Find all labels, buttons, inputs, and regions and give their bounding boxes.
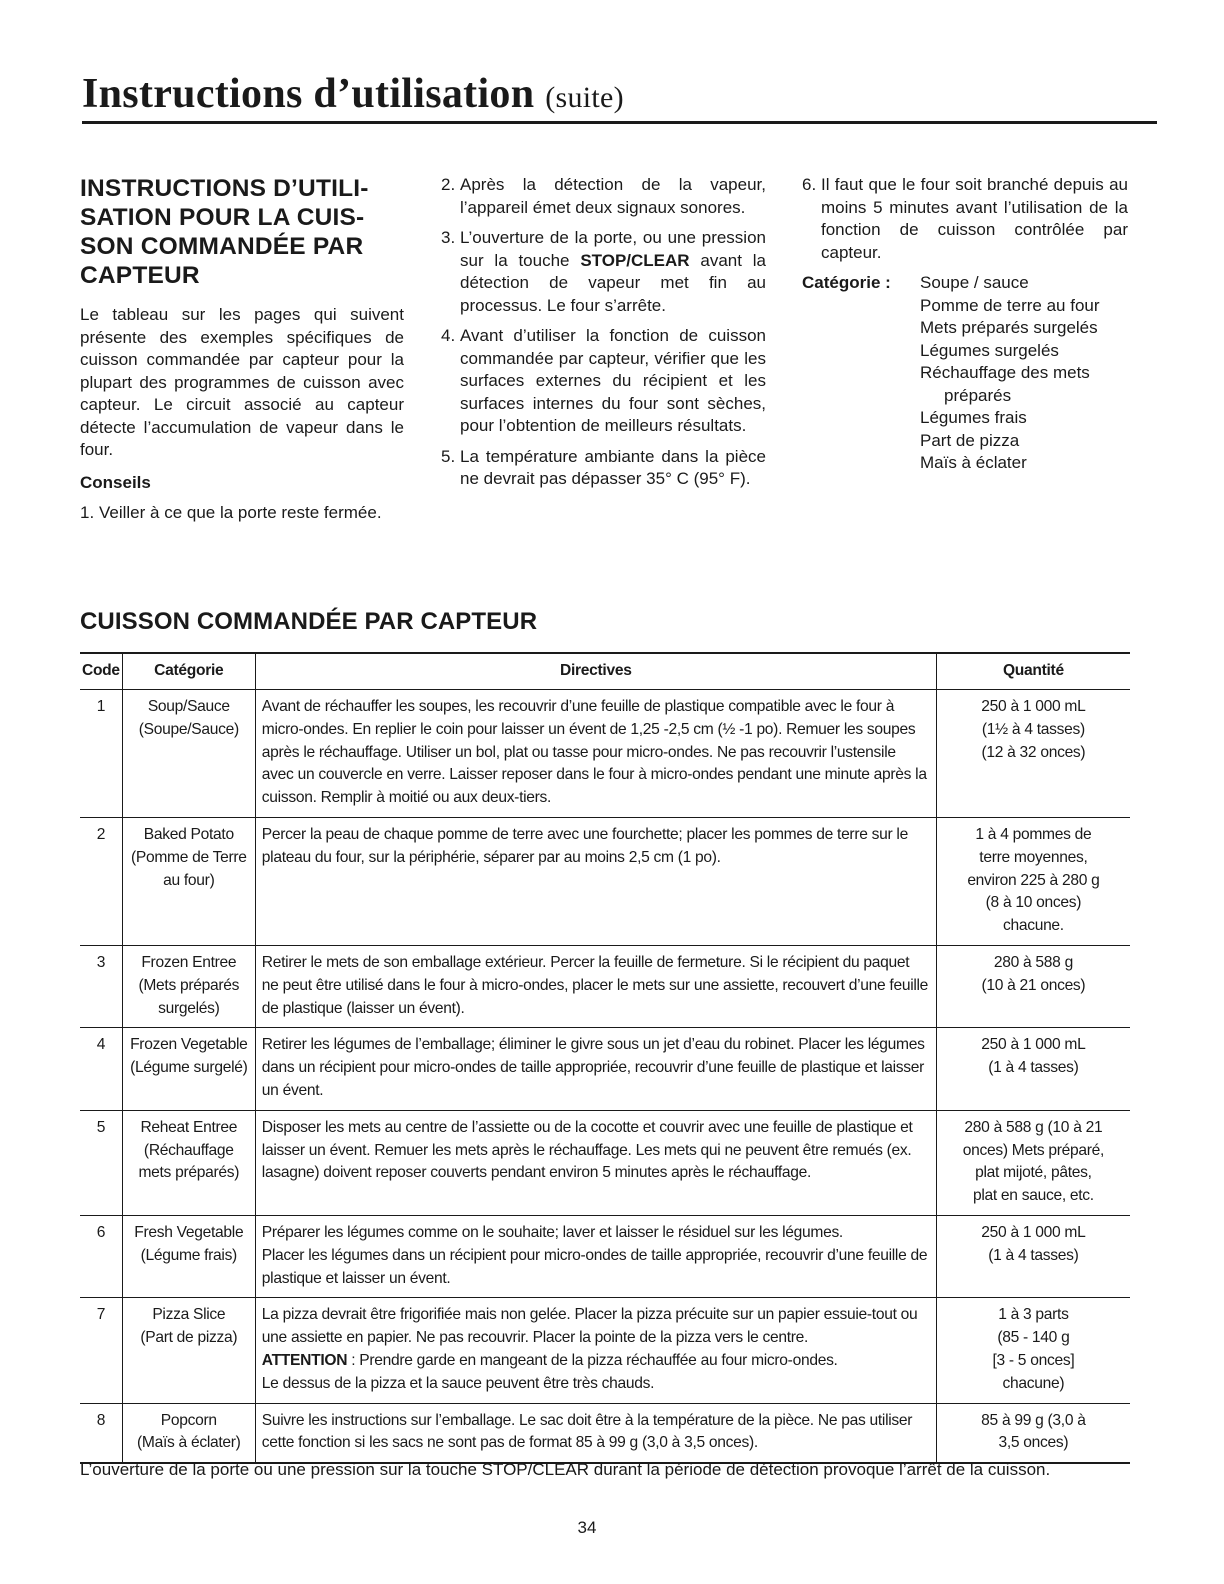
cell-directives: Retirer le mets de son emballage extérieur. Percer la feuille de fermeture. Si le récipient du paquet ne peut être utilisé dans le four à micro-ondes, placer le mets sur une assiette, recouvert d’une feuille de plastique (laisser un évent). [255, 945, 936, 1027]
cell-code: 6 [80, 1215, 122, 1297]
category-list [802, 272, 1128, 475]
tip-number: 1. [80, 503, 95, 522]
category-item: Mets préparés surgelés [920, 318, 1098, 337]
category-item: Réchauffage des mets [920, 363, 1090, 382]
footer-note: L’ouverture de la porte ou une pression sur la touche STOP/CLEAR durant la période de détection provoque l’arrêt de la cuisson. [80, 1460, 1051, 1479]
tip-text: Avant d’utiliser la fonction de cuisson commandée par capteur, vérifier que les surfaces externes du récipient et les surfaces internes du four sont sèches, pour l’obtention de meilleurs résultats. [460, 326, 766, 435]
table-row [80, 1215, 1130, 1297]
tip-text-part: L’ouverture de la porte, ou une pression sur la touche [460, 228, 766, 270]
cell-quantity: 85 à 99 g (3,0 à 3,5 onces) [936, 1403, 1130, 1463]
header-category: Catégorie [122, 653, 255, 690]
tip-number: 4. [441, 326, 456, 345]
cell-directives: Suivre les instructions sur l’emballage. Le sac doit être à la température de la pièce. Ne pas utiliser cette fonction si les sacs ne sont pas de format 85 à 99 g (3,0 à 3,5 onces). [255, 1403, 936, 1463]
cell-quantity: 1 à 4 pommes de terre moyennes, environ 225 à 280 g (8 à 10 onces) chacune. [936, 817, 1130, 945]
title-suite: (suite) [545, 81, 624, 114]
cell-category: Pizza Slice (Part de pizza) [122, 1298, 255, 1403]
cell-code: 7 [80, 1298, 122, 1403]
attention-text: : Prendre garde en mangeant de la pizza réchauffée au four micro-ondes. Le dessus de la pizza et la sauce peuvent être très chauds. [261, 1351, 838, 1392]
header-code: Code [80, 653, 122, 690]
cell-category: Soup/Sauce (Soupe/Sauce) [122, 690, 255, 818]
sensor-cooking-table [80, 652, 1130, 1464]
tip-text: Après la détection de la vapeur, l’appareil émet deux signaux sonores. [460, 175, 766, 217]
cell-code: 1 [80, 690, 122, 818]
cell-category: Popcorn (Maïs à éclater) [122, 1403, 255, 1463]
category-item: Maïs à éclater [920, 453, 1027, 472]
category-item: Légumes surgelés [920, 340, 1059, 360]
cell-quantity: 250 à 1 000 mL (1 à 4 tasses) [936, 1215, 1130, 1297]
header-quantity: Quantité [936, 653, 1130, 690]
page-number: 34 [577, 1518, 597, 1537]
category-label: Catégorie : [802, 273, 891, 292]
table-row [80, 1110, 1130, 1215]
cell-code: 3 [80, 945, 122, 1027]
cell-quantity: 1 à 3 parts (85 - 140 g [3 - 5 onces] chacune) [936, 1298, 1130, 1403]
column-1 [80, 174, 404, 533]
category-item: Pomme de terre au four [920, 295, 1100, 315]
table-row [80, 1403, 1130, 1463]
title-text: Instructions d’utilisation [82, 71, 535, 117]
tip-number: 6. [802, 175, 817, 194]
cell-quantity: 250 à 1 000 mL (1 à 4 tasses) [936, 1028, 1130, 1110]
cell-category: Frozen Vegetable (Légume surgelé) [122, 1028, 255, 1110]
attention-label: ATTENTION [261, 1351, 348, 1369]
category-item: Légumes frais [920, 408, 1027, 427]
category-item: préparés [944, 385, 1012, 405]
tip-item-1 [80, 502, 404, 525]
tip-item-6 [802, 174, 1128, 264]
column-2 [441, 174, 766, 499]
table-header-row [80, 653, 1130, 690]
cell-directives [255, 1298, 936, 1403]
table-row [80, 1028, 1130, 1110]
table-title: CUISSON COMMANDÉE PAR CAPTEUR [80, 608, 538, 635]
cell-code: 4 [80, 1028, 122, 1110]
cell-category: Reheat Entree (Réchauffage mets préparés) [122, 1110, 255, 1215]
tip-text: Veiller à ce que la porte reste fermée. [99, 503, 382, 522]
header-directives: Directives [255, 653, 936, 690]
section-heading: INSTRUCTIONS D’UTILI- SATION POUR LA CUIS- SON COMMANDÉE PAR CAPTEUR [80, 175, 369, 289]
tip-item-3 [441, 227, 766, 317]
category-item: Part de pizza [920, 430, 1020, 450]
title-rule [82, 121, 1157, 124]
stop-clear-key-label: STOP/CLEAR [580, 250, 690, 270]
cell-quantity: 280 à 588 g (10 à 21 onces) Mets préparé, plat mijoté, pâtes, plat en sauce, etc. [936, 1110, 1130, 1215]
tips-title: Conseils [80, 472, 151, 492]
table-row [80, 1298, 1130, 1403]
cell-directives: Percer la peau de chaque pomme de terre avec une fourchette; placer les pommes de terre sur le plateau du four, sur la périphérie, séparer par au moins 2,5 cm (1 po). [255, 817, 936, 945]
cell-code: 2 [80, 817, 122, 945]
intro-paragraph: Le tableau sur les pages qui suivent présente des exemples spécifiques de cuisson commandée par capteur pour la plupart des programmes de cuisson avec capteur. Le circuit associé au capteur détecte l’accumulation de vapeur dans le four. [80, 305, 404, 459]
tip-item-5 [441, 446, 766, 491]
cell-quantity: 280 à 588 g (10 à 21 onces) [936, 945, 1130, 1027]
tip-item-4 [441, 325, 766, 438]
cell-category: Baked Potato (Pomme de Terre au four) [122, 817, 255, 945]
tip-text [460, 227, 766, 317]
tip-number: 2. [441, 175, 456, 194]
tip-number: 3. [441, 228, 456, 247]
cell-directives: Disposer les mets au centre de l’assiette ou de la cocotte et couvrir avec une feuille de plastique et laisser un évent. Remuer les mets après le réchauffage. Les mets qui ne peuvent être remués (ex. lasagne) doivent reposer couverts pendant environ 5 minutes après le réchauffage. [255, 1110, 936, 1215]
cell-category: Frozen Entree (Mets préparés surgelés) [122, 945, 255, 1027]
tip-text-part: avant la détection de vapeur met fin au processus. Le four s’arrête. [460, 250, 767, 315]
table-row [80, 817, 1130, 945]
category-items [920, 272, 1100, 475]
cell-quantity: 250 à 1 000 mL (1½ à 4 tasses) (12 à 32 onces) [936, 690, 1130, 818]
page-title [82, 70, 624, 118]
cell-code: 8 [80, 1403, 122, 1463]
cell-directives: Avant de réchauffer les soupes, les recouvrir d’une feuille de plastique compatible avec le four à micro-ondes. En replier le coin pour laisser un évent de 1,25 -2,5 cm (½ -1 po). Remuer les soupes après le réchauffage. Utiliser un bol, plat ou tasse pour micro-ondes. Ne pas recouvrir l’ustensile avec un couvercle en verre. Laisser reposer dans le four à micro-ondes pendant une minute après la cuisson. Remplir à moitié ou aux deux-tiers. [255, 690, 936, 818]
tip-text: La température ambiante dans la pièce ne devrait pas dépasser 35° C (95° F). [460, 446, 766, 488]
cell-category: Fresh Vegetable (Légume frais) [122, 1215, 255, 1297]
tip-text: Il faut que le four soit branché depuis au moins 5 minutes avant l’utilisation de la fonction de cuisson contrôlée par capteur. [821, 175, 1128, 262]
tip-item-2 [441, 174, 766, 219]
cell-code: 5 [80, 1110, 122, 1215]
table-row [80, 945, 1130, 1027]
pizza-directive-text: La pizza devrait être frigorifiée mais non gelée. Placer la pizza précuite sur un papier essuie-tout ou une assiette en papier. Ne pas recouvrir. Placer la pointe de la pizza vers le centre. [261, 1306, 918, 1347]
tip-number: 5. [441, 446, 456, 466]
column-3 [802, 174, 1128, 475]
cell-directives: Retirer les légumes de l’emballage; éliminer le givre sous un jet d’eau du robinet. Placer les légumes dans un récipient pour micro-ondes de taille appropriée, recouvrir d’une feuille de plastique et laisser un évent. [255, 1028, 936, 1110]
table-row [80, 690, 1130, 818]
cell-directives: Préparer les légumes comme on le souhaite; laver et laisser le résiduel sur les légumes. Placer les légumes dans un récipient pour micro-ondes de taille appropriée, recouvrir d’une feuille de plastique et laisser un évent. [255, 1215, 936, 1297]
category-item: Soupe / sauce [920, 273, 1029, 292]
